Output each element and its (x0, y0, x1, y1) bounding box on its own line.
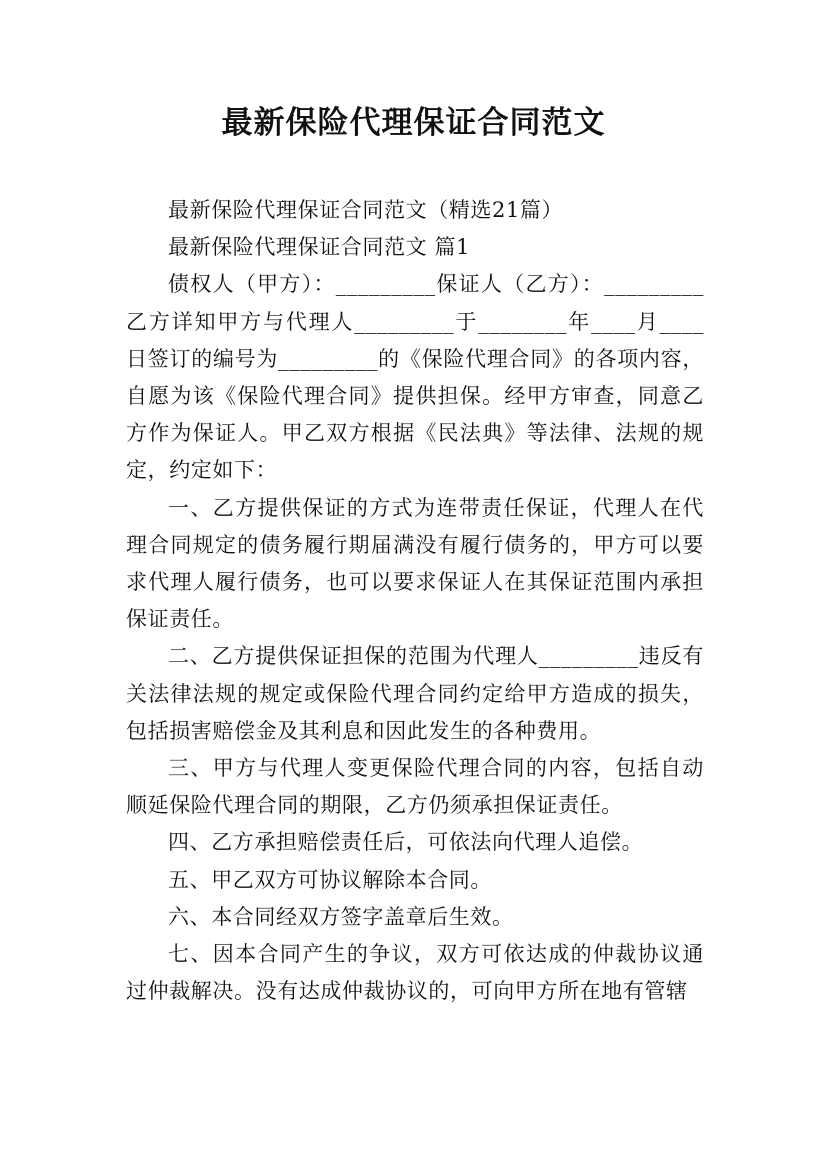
paragraph-parties: 债权人（甲方）：_________保证人（乙方）：_________乙方详知甲方与代理人_________于________年____月____日签订的编号为_________的《保险代理合同》的各项内容，自愿为该《保险代理合同》提供担保。经甲方审查，同意乙方作为保证人。甲乙双方根据《民法典》等法律、法规的规定，约定如下： (126, 272, 704, 483)
paragraph-clause-1: 一、乙方提供保证的方式为连带责任保证，代理人在代理合同规定的债务履行期届满没有履行债务的，甲方可以要求代理人履行债务，也可以要求保证人在其保证范围内承担保证责任。 (126, 495, 704, 632)
document-title: 最新保险代理保证合同范文 (221, 105, 606, 141)
paragraph-clause-4: 四、乙方承担赔偿责任后，可依法向代理人追偿。 (168, 830, 644, 855)
paragraph-clause-6: 六、本合同经双方签字盖章后生效。 (168, 904, 514, 929)
paragraph-subtitle: 最新保险代理保证合同范文（精选21篇） (168, 198, 564, 222)
paragraph-clause-7: 七、因本合同产生的争议，双方可依达成的仲裁协议通过仲裁解决。没有达成仲裁协议的，可向甲方所在地有管辖 (126, 942, 704, 1004)
paragraph-clause-3: 三、甲方与代理人变更保险代理合同的内容，包括自动顺延保险代理合同的期限，乙方仍须承担保证责任。 (126, 756, 704, 818)
paragraph-clause-5: 五、甲乙双方可协议解除本合同。 (168, 867, 492, 892)
document-body (126, 192, 704, 1010)
paragraph-section-heading: 最新保险代理保证合同范文 篇1 (168, 235, 471, 260)
paragraph-clause-2: 二、乙方提供保证担保的范围为代理人_________违反有关法律法规的规定或保险代理合同约定给甲方造成的损失，包括损害赔偿金及其利息和因此发生的各种费用。 (126, 644, 704, 743)
